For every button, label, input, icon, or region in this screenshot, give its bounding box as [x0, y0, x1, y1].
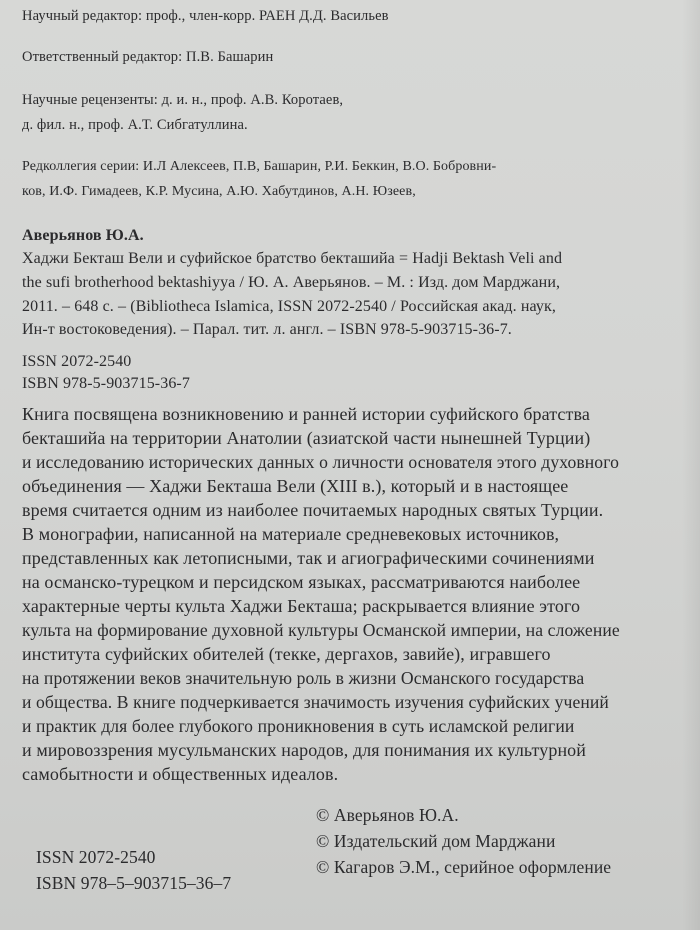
abstract-line: на османско-турецком и персидском языках, рассматриваются наиболее — [22, 572, 581, 592]
issn-bottom: ISSN 2072-2540 — [36, 847, 156, 867]
catalog-line-2: the sufi brotherhood bektashiyya / Ю. А. Аверьянов. – М. : Изд. дом Марджани, — [22, 274, 561, 291]
editorial-board-line-2: ков, И.Ф. Гимадеев, К.Р. Мусина, А.Ю. Хабутдинов, А.Н. Юзеев, — [22, 184, 416, 199]
reviewers-line-2: д. фил. н., проф. А.Т. Сибгатуллина. — [22, 117, 248, 133]
copyright-design: © Кагаров Э.М., серийное оформление — [316, 857, 612, 877]
abstract-line: и практик для более глубокого проникновения в суть исламской религии — [22, 716, 575, 736]
abstract-line: института суфийских обителей (текке, дергахов, завийе), игравшего — [22, 644, 551, 664]
scientific-editor-line: Научный редактор: проф., член-корр. РАЕН Д.Д. Васильев — [22, 8, 389, 24]
abstract-line: самобытности и общественных идеалов. — [22, 764, 339, 784]
abstract-line: и исследованию исторических данных о личности основателя этого духовного — [22, 452, 619, 472]
catalog-author: Аверьянов Ю.А. — [22, 227, 144, 244]
abstract-line: В монографии, написанной на материале средневековых источников, — [22, 524, 560, 544]
abstract-line: Книга посвящена возникновению и ранней истории суфийского братства — [22, 404, 590, 424]
reviewers-line-1: Научные рецензенты: д. и. н., проф. А.В. Коротаев, — [22, 92, 344, 108]
abstract-line: и мировоззрения мусульманских народов, для понимания их культурной — [22, 740, 587, 760]
abstract-line: время считается одним из наиболее почитаемых народных святых Турции. — [22, 500, 604, 520]
abstract-line: на протяжении веков значительную роль в жизни Османского государства — [22, 668, 585, 688]
isbn-bottom: ISBN 978–5–903715–36–7 — [36, 873, 232, 893]
abstract-line: представленных как летописными, так и агиографическими сочинениями — [22, 548, 595, 568]
issn-top: ISSN 2072-2540 — [22, 353, 132, 370]
catalog-line-1: Хаджи Бекташ Вели и суфийское братство бекташийа = Hadji Bektash Veli and — [22, 250, 563, 267]
copyright-author: © Аверьянов Ю.А. — [316, 805, 459, 825]
abstract-line: объединения — Хаджи Бекташа Вели (XIII в.), который и в настоящее — [22, 476, 569, 496]
abstract-line: бекташийа на территории Анатолии (азиатской части нынешней Турции) — [22, 428, 591, 448]
copyright-publisher: © Издательский дом Марджани — [316, 831, 556, 851]
abstract-line: и общества. В книге подчеркивается значимость изучения суфийских учений — [22, 692, 609, 712]
abstract-line: культа на формирование духовной культуры Османской империи, на сложение — [22, 620, 620, 640]
responsible-editor-line: Ответственный редактор: П.В. Башарин — [22, 49, 274, 65]
catalog-line-4: Ин-т востоковедения). – Парал. тит. л. англ. – ISBN 978-5-903715-36-7. — [22, 321, 512, 338]
editorial-board-line-1: Редколлегия серии: И.Л Алексеев, П.В, Башарин, Р.И. Беккин, В.О. Бобровни- — [22, 159, 497, 174]
catalog-line-3: 2011. – 648 с. – (Bibliotheca Islamica, ISSN 2072-2540 / Российская акад. наук, — [22, 298, 556, 315]
abstract-line: характерные черты культа Хаджи Бекташа; раскрывается влияние этого — [22, 596, 581, 616]
isbn-top: ISBN 978-5-903715-36-7 — [22, 375, 190, 392]
